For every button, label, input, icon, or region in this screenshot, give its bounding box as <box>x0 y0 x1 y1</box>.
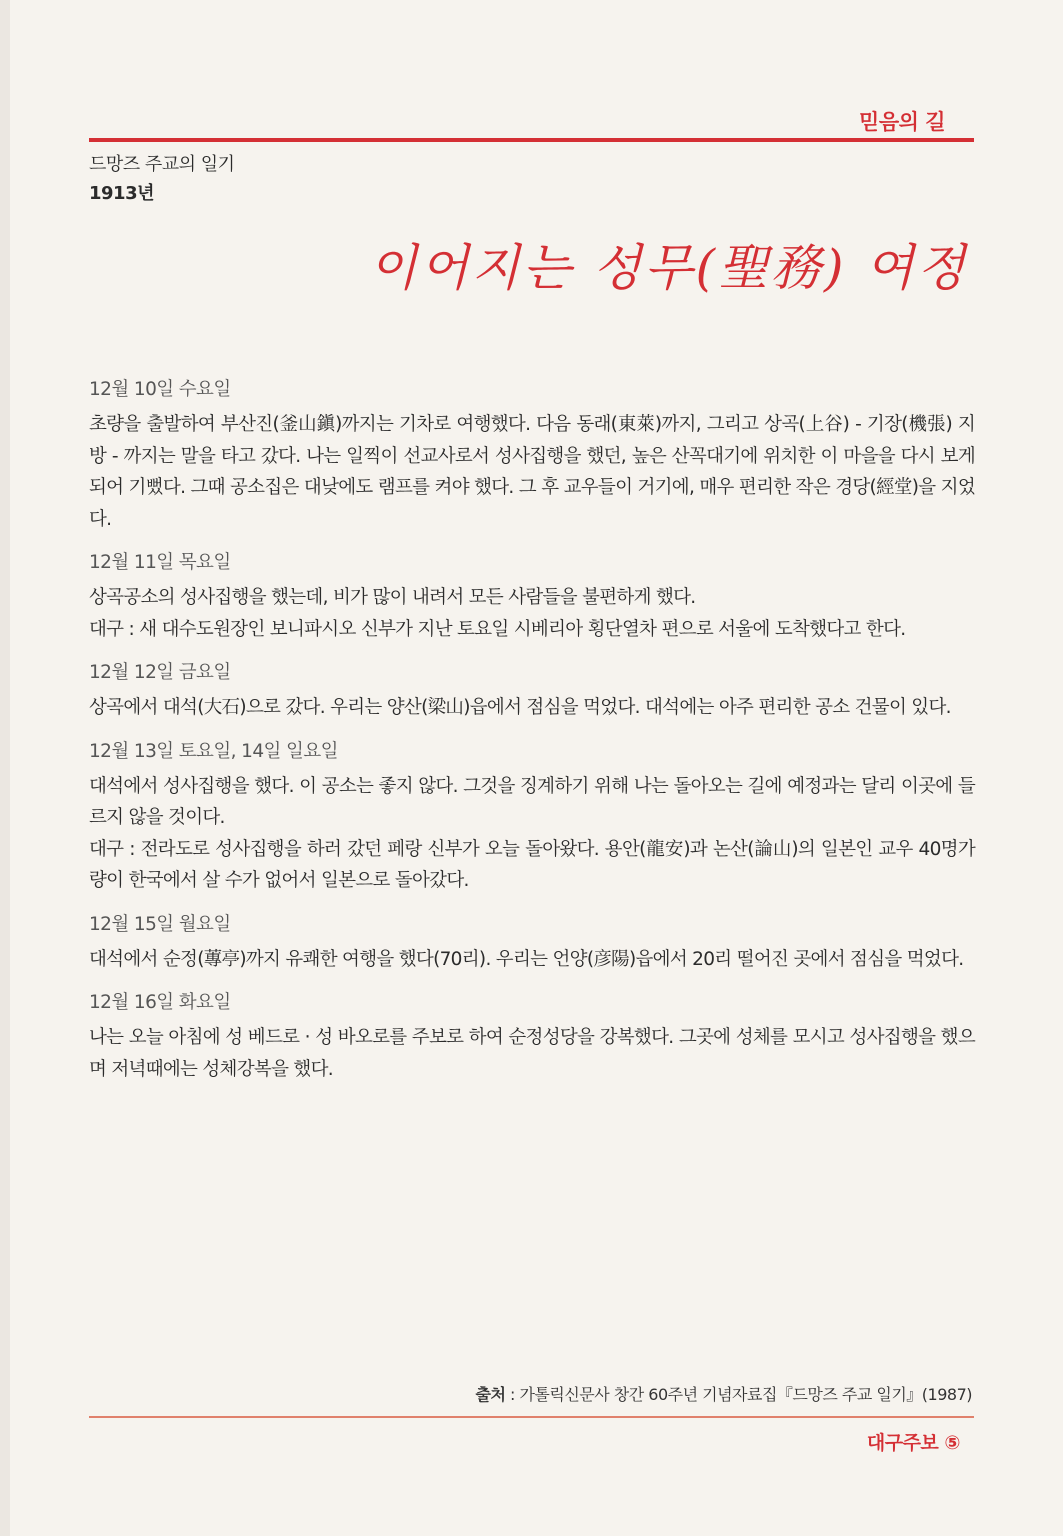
diary-entry <box>89 910 975 976</box>
series-title: 드망즈 주교의 일기 <box>89 154 235 175</box>
section-tag: 믿음의 길 <box>859 110 945 134</box>
diary-entry <box>89 548 975 645</box>
entry-date: 12월 13일 토요일, 14일 일요일 <box>89 740 338 762</box>
entry-paragraph: 상곡에서 대석(大石)으로 갔다. 우리는 양산(梁山)읍에서 점심을 먹었다. 대석에는 아주 편리한 공소 건물이 있다. <box>89 697 951 718</box>
diary-entry <box>89 737 975 897</box>
diary-entry <box>89 658 975 724</box>
source-citation <box>475 1382 972 1405</box>
page-edge-shadow <box>0 0 10 1536</box>
series-heading <box>89 150 235 205</box>
diary-entry <box>89 375 975 535</box>
series-year: 1913년 <box>89 183 154 204</box>
source-label: 출처 <box>475 1385 506 1404</box>
entry-body <box>89 771 975 897</box>
entry-date: 12월 12일 금요일 <box>89 662 231 683</box>
entry-date: 12월 16일 화요일 <box>89 992 231 1013</box>
entry-paragraph: 상곡공소의 성사집행을 했는데, 비가 많이 내려서 모든 사람들을 불편하게 했다. <box>89 587 696 608</box>
entry-date: 12월 11일 목요일 <box>89 552 231 573</box>
diary-entries <box>89 375 975 1098</box>
entry-body <box>89 1022 975 1085</box>
entry-paragraph: 나는 오늘 아침에 성 베드로 · 성 바오로를 주보로 하여 순정성당을 강복했다. 그곳에 성체를 모시고 성사집행을 했으며 저녁때에는 성체강복을 했다. <box>89 1027 975 1080</box>
entry-paragraph: 대구 : 전라도로 성사집행을 하러 갔던 페랑 신부가 오늘 돌아왔다. 용안(龍安)과 논산(論山)의 일본인 교우 40명가량이 한국에서 살 수가 없어서 일본으로 돌아갔다. <box>89 838 975 891</box>
entry-body <box>89 692 975 724</box>
diary-entry <box>89 988 975 1085</box>
source-text: : 가톨릭신문사 창간 60주년 기념자료집『드망즈 주교 일기』(1987) <box>505 1385 972 1404</box>
entry-date: 12월 15일 월요일 <box>89 913 231 935</box>
article-title: 이어지는 성무(聖務) 여정 <box>368 239 968 297</box>
entry-paragraph: 초량을 출발하여 부산진(釜山鎭)까지는 기차로 여행했다. 다음 동래(東萊)까지, 그리고 상곡(上谷) - 기장(機張) 지방 - 까지는 말을 타고 갔다. 나는 일찍이 선교사로서 성사집행을 했던, 높은 산꼭대기에 위치한 이 마을을 다시 보게 되어 기뻤다. 그때 공소집은 대낮에도 램프를 켜야 했다. 그 후 교우들이 거기에, 매우 편리한 작은 경당(經堂)을 지었다. <box>89 414 975 530</box>
entry-body <box>89 582 975 645</box>
entry-body <box>89 944 975 976</box>
publication-footer: 대구주보 ⑤ <box>866 1432 960 1454</box>
bottom-divider <box>89 1416 974 1418</box>
top-divider <box>89 138 974 142</box>
entry-paragraph: 대석에서 성사집행을 했다. 이 공소는 좋지 않다. 그것을 징계하기 위해 나는 돌아오는 길에 예정과는 달리 이곳에 들르지 않을 것이다. <box>89 775 975 828</box>
entry-paragraph: 대구 : 새 대수도원장인 보니파시오 신부가 지난 토요일 시베리아 횡단열차 편으로 서울에 도착했다고 한다. <box>89 618 906 640</box>
entry-date: 12월 10일 수요일 <box>89 379 231 400</box>
entry-body <box>89 409 975 535</box>
entry-paragraph: 대석에서 순정(蓴亭)까지 유쾌한 여행을 했다(70리). 우리는 언양(彦陽)읍에서 20리 떨어진 곳에서 점심을 먹었다. <box>89 948 964 970</box>
